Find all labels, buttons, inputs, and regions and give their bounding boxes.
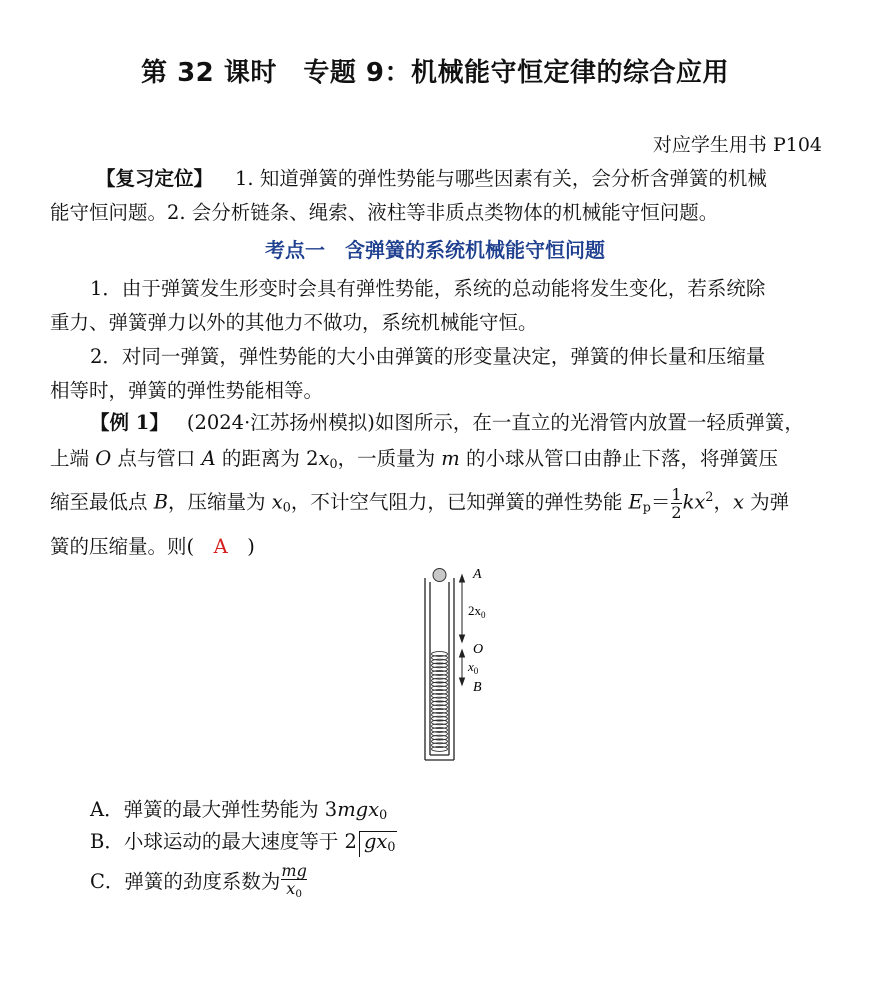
review-line-1: 【复习定位】 1. 知道弹簧的弹性势能与哪些因素有关，会分析含弹簧的机械 bbox=[96, 167, 767, 190]
label-2x0: $2x_0$ bbox=[468, 603, 486, 620]
page-title: 第 32 课时 专题 9：机械能守恒定律的综合应用 bbox=[141, 58, 729, 88]
ball-icon bbox=[433, 569, 446, 582]
spring-coil-icon bbox=[432, 652, 448, 752]
example-line-2: 上端 O 点与管口 A 的距离为 $2x_0$，一质量为 m 的小球从管口由静止下落，将弹簧压 bbox=[50, 447, 778, 471]
example-label: 【例 1】 bbox=[90, 411, 169, 434]
sqrt-symbol: $gx_0$ bbox=[359, 831, 398, 857]
option-b[interactable]: B．小球运动的最大速度等于 2 $gx_0$ bbox=[90, 826, 397, 858]
label-O: O bbox=[473, 642, 484, 657]
option-a[interactable]: A．弹簧的最大弹性势能为 3mgx$_0$ bbox=[90, 798, 388, 822]
point-2-line-2: 相等时，弹簧的弹性势能相等。 bbox=[50, 379, 324, 402]
point-2-line-1: 2．对同一弹簧，弹性势能的大小由弹簧的形变量决定，弹簧的伸长量和压缩量 bbox=[90, 345, 766, 368]
answer-text: A bbox=[213, 535, 228, 558]
example-line-4: 簧的压缩量。则( A ) bbox=[50, 535, 255, 558]
fraction-one-half: $\frac{1}{2}$ bbox=[671, 484, 682, 522]
example-line-3: 缩至最低点 B，压缩量为 $x_0$，不计空气阻力，已知弹簧的弹性势能 $E_p=$ $\frac{1}{2}$ $kx^2$，x 为弹 bbox=[50, 484, 790, 522]
review-line-2: 能守恒问题。2. 会分析链条、绳索、液柱等非质点类物体的机械能守恒问题。 bbox=[50, 201, 719, 224]
example-line-1: 【例 1】 (2024·江苏扬州模拟)如图所示，在一直立的光滑管内放置一轻质弹簧， bbox=[90, 411, 804, 434]
point-1-line-1: 1．由于弹簧发生形变时会具有弹性势能，系统的总动能将发生变化，若系统除 bbox=[90, 277, 766, 300]
label-A: A bbox=[473, 567, 482, 582]
spring-tube-figure bbox=[405, 560, 525, 765]
fraction-mg-x0: $\frac{mg}{x_0}$ bbox=[281, 861, 307, 900]
section-title: 考点一 含弹簧的系统机械能守恒问题 bbox=[265, 238, 605, 262]
review-label: 【复习定位】 bbox=[96, 167, 214, 190]
option-c[interactable]: C．弹簧的劲度系数为 $\frac{mg}{x_0}$ bbox=[90, 862, 308, 903]
point-1-line-2: 重力、弹簧弹力以外的其他力不做功，系统机械能守恒。 bbox=[50, 311, 538, 334]
label-x0: $x_0$ bbox=[468, 659, 479, 676]
label-B: B bbox=[473, 680, 482, 695]
book-reference: 对应学生用书 P104 bbox=[652, 134, 822, 156]
